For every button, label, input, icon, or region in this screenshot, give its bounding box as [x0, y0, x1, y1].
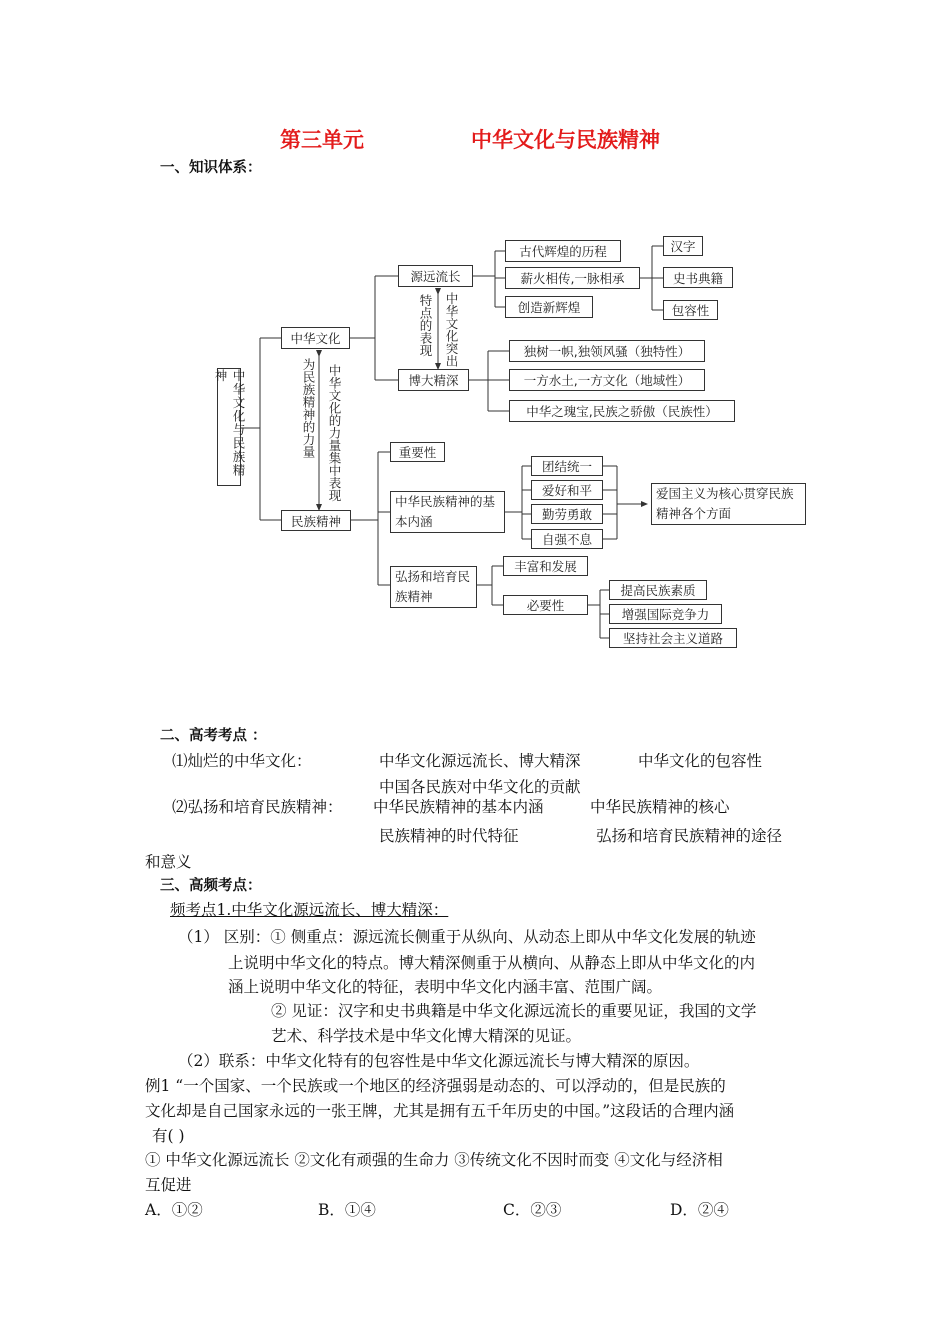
fengfu-box: 丰富和发展 — [503, 556, 588, 576]
section-3-heading: 三、高频考点： — [160, 878, 262, 894]
exam-point-2e: 和意义 — [145, 853, 192, 871]
mid-left-label: 为民族精神的力量 — [301, 358, 316, 458]
neihan-item-box: 爱好和平 — [531, 480, 603, 500]
option-a: A．①② — [145, 1201, 203, 1219]
boda-item-box: 独树一帜,独领风骚（独特性） — [509, 340, 705, 362]
neihan-item-box: 自强不息 — [531, 529, 603, 549]
body-line: 上说明中华文化的特点。博大精深侧重于从横向、从静态上即从中华文化的内 — [228, 954, 756, 972]
biyao-item-box: 坚持社会主义道路 — [609, 628, 737, 648]
exam-point-2-label: ⑵弘扬和培育民族精神： — [172, 798, 343, 816]
mid-right-label: 中华文化的力量集中表现 — [327, 364, 342, 502]
unit-title: 第三单元 — [280, 128, 364, 152]
biyao-item-box: 增强国际竞争力 — [609, 604, 722, 624]
frequent-point-1-title: 频考点1.中华文化源远流长、博大精深： — [170, 901, 449, 919]
section-2-heading: 二、高考考点 ： — [160, 728, 267, 744]
section-1-heading: 一、知识体系： — [160, 160, 262, 176]
exam-point-2b: 中华民族精神的核心 — [590, 798, 730, 816]
example-choices-line: 互促进 — [145, 1176, 192, 1194]
option-d: D．②④ — [670, 1201, 729, 1219]
yuan-item-box: 创造新辉煌 — [505, 296, 593, 318]
example-line: 有( ) — [152, 1127, 185, 1145]
boda-box: 博大精深 — [398, 369, 469, 391]
biyao-item-box: 提高民族素质 — [609, 580, 707, 600]
yuan-item-box: 古代辉煌的历程 — [505, 240, 621, 262]
option-c: C．②③ — [503, 1201, 562, 1219]
spirit-box: 民族精神 — [281, 510, 351, 531]
culture-box: 中华文化 — [281, 327, 350, 349]
body-line: 艺术、科学技术是中华文化博大精深的见证。 — [271, 1027, 582, 1045]
body-line: ② 见证：汉字和史书典籍是中华文化源远流长的重要见证，我国的文学 — [271, 1002, 757, 1020]
xinhuo-item-box: 汉字 — [663, 236, 703, 256]
neihan-item-box: 勤劳勇敢 — [531, 504, 603, 524]
unit-subtitle: 中华文化与民族精神 — [471, 128, 660, 152]
patriot-box: 爱国主义为核心贯穿民族精神各个方面 — [651, 483, 806, 525]
exam-point-1a: 中华文化源远流长、博大精深 — [379, 752, 581, 770]
xinhuo-item-box: 包容性 — [663, 300, 718, 320]
example-choices-line: ① 中华文化源远流长 ②文化有顽强的生命力 ③传统文化不因时而变 ④文化与经济相 — [145, 1151, 723, 1169]
tedian-right-label: 中华文化突出 — [444, 292, 459, 367]
yuan-box: 源远流长 — [398, 265, 473, 287]
neihan-item-box: 团结统一 — [531, 456, 603, 476]
boda-item-box: 中华之瑰宝,民族之骄傲（民族性） — [509, 400, 735, 422]
exam-point-2d: 弘扬和培育民族精神的途径 — [596, 827, 783, 845]
exam-point-1-label: ⑴灿烂的中华文化： — [172, 752, 312, 770]
body-line: （1） 区别：① 侧重点：源远流长侧重于从纵向、从动态上即从中华文化发展的轨迹 — [178, 928, 756, 946]
diagram-root-box: 中华文化与民族精神 — [217, 368, 241, 486]
neihan-box: 中华民族精神的基本内涵 — [390, 491, 505, 533]
importance-box: 重要性 — [390, 442, 445, 462]
tedian-left-label: 特点的表现 — [418, 294, 433, 357]
example-line: 例1 “一个国家、一个民族或一个地区的经济强弱是动态的、可以浮动的，但是民族的 — [145, 1077, 726, 1095]
boda-item-box: 一方水土,一方文化（地域性） — [509, 369, 705, 391]
xinhuo-item-box: 史书典籍 — [663, 267, 733, 288]
example-line: 文化却是自己国家永远的一张王牌，尤其是拥有五千年历史的中国。”这段话的合理内涵 — [145, 1102, 735, 1120]
yuan-item-box: 薪火相传,一脉相承 — [505, 267, 640, 289]
option-b: B．①④ — [318, 1201, 376, 1219]
exam-point-2a: 中华民族精神的基本内涵 — [373, 798, 544, 816]
exam-point-1b: 中华文化的包容性 — [638, 752, 763, 770]
biyao-box: 必要性 — [503, 595, 588, 615]
exam-point-2c: 民族精神的时代特征 — [379, 827, 519, 845]
body-line: （2）联系：中华文化特有的包容性是中华文化源远流长与博大精深的原因。 — [178, 1052, 700, 1070]
exam-point-1c: 中国各民族对中华文化的贡献 — [379, 778, 581, 796]
hongyang-box: 弘扬和培育民族精神 — [390, 566, 477, 608]
body-line: 涵上说明中华文化的特征，表明中华文化内涵丰富、范围广阔。 — [228, 978, 663, 996]
